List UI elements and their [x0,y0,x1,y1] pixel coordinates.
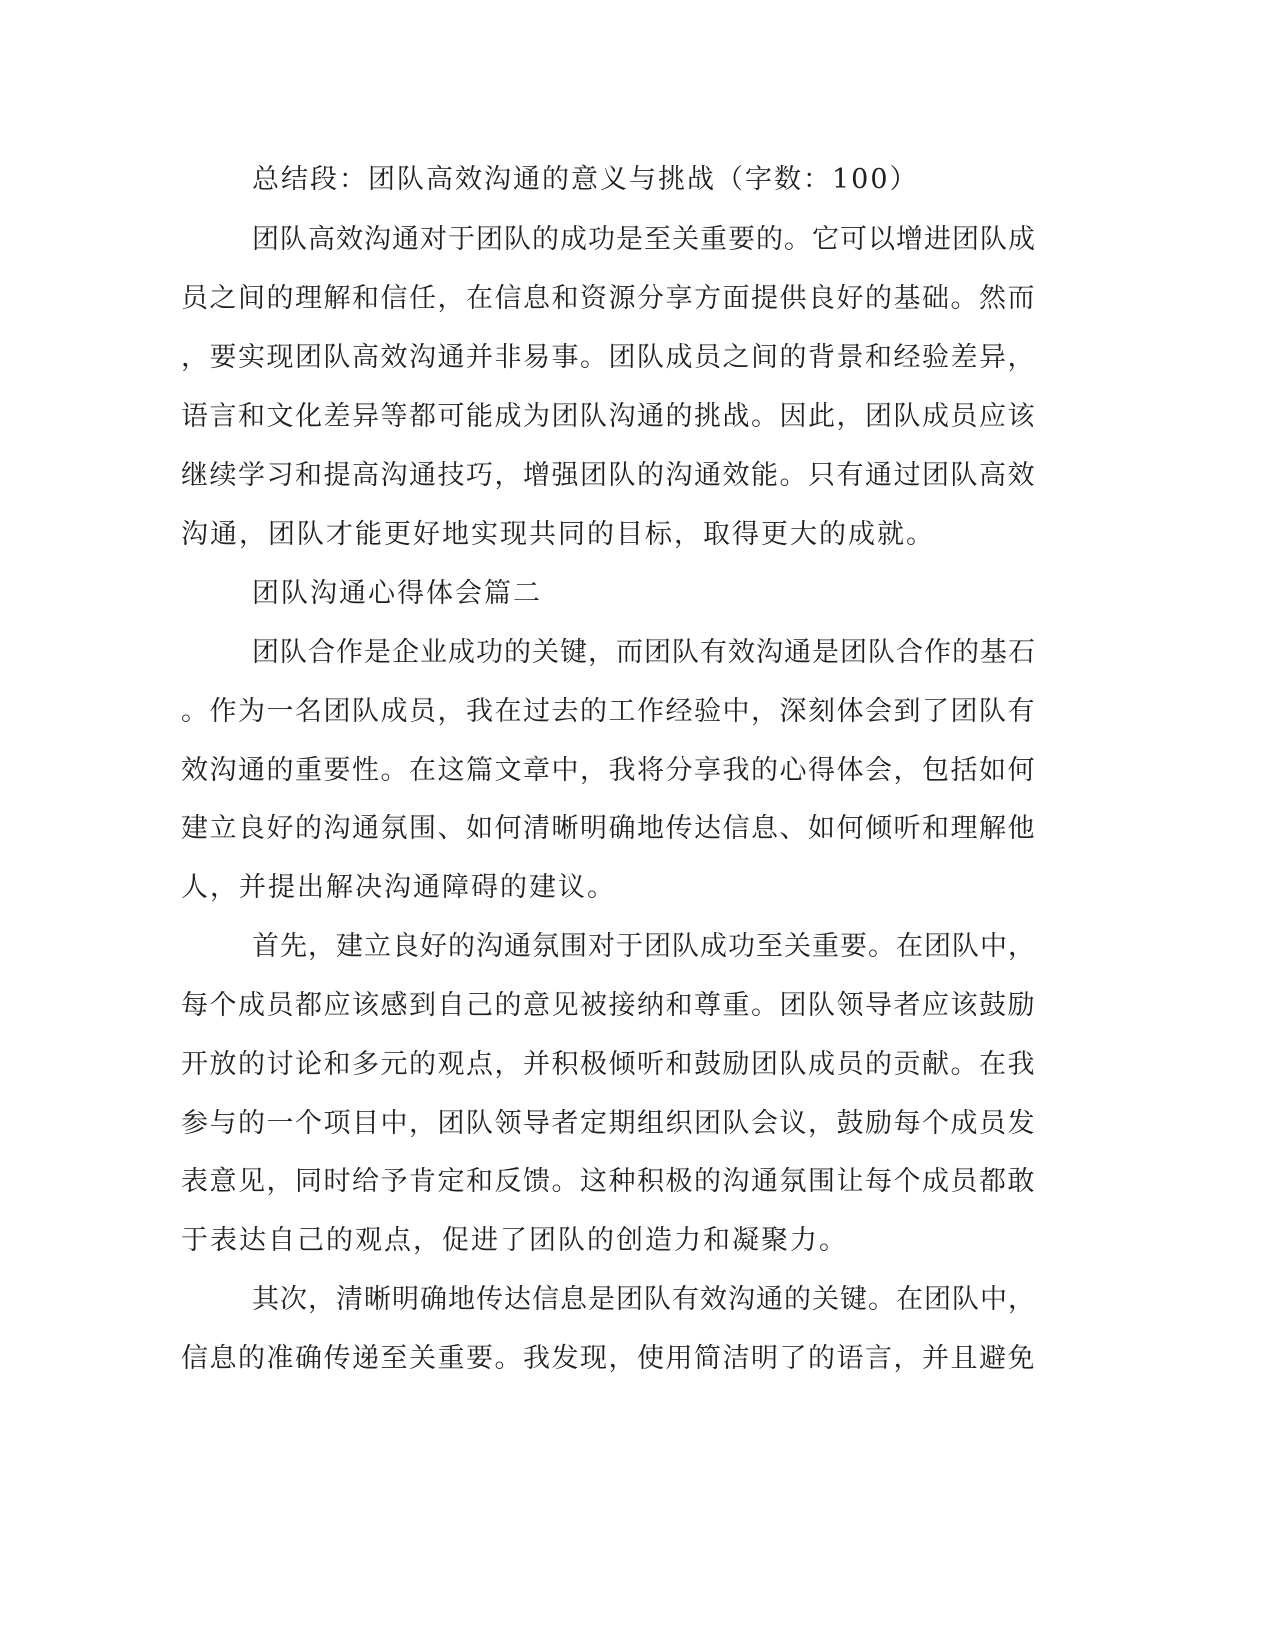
paragraph-line: 表意见，同时给予肯定和反馈。这种积极的沟通氛围让每个成员都敢 [181,1166,1036,1197]
paragraph-line: 效沟通的重要性。在这篇文章中，我将分享我的心得体会，包括如何 [181,755,1036,786]
paragraph-line: 于表达自己的观点，促进了团队的创造力和凝聚力。 [181,1225,848,1256]
paragraph-line: 信息的准确传递至关重要。我发现，使用简洁明了的语言，并且避免 [181,1343,1036,1374]
paragraph-line: ，要实现团队高效沟通并非易事。团队成员之间的背景和经验差异， [181,342,1036,373]
paragraph-line: 首先，建立良好的沟通氛围对于团队成功至关重要。在团队中， [252,931,1036,962]
paragraph-line: 继续学习和提高沟通技巧，增强团队的沟通效能。只有通过团队高效 [181,460,1036,491]
paragraph-line: 语言和文化差异等都可能成为团队沟通的挑战。因此，团队成员应该 [181,401,1036,432]
paragraph-line: 参与的一个项目中，团队领导者定期组织团队会议，鼓励每个成员发 [181,1108,1036,1139]
section-heading-part-two: 团队沟通心得体会篇二 [252,578,542,609]
paragraph-line: 员之间的理解和信任，在信息和资源分享方面提供良好的基础。然而 [181,283,1036,314]
paragraph-line: 。作为一名团队成员，我在过去的工作经验中，深刻体会到了团队有 [181,696,1036,727]
paragraph-line: 团队合作是企业成功的关键，而团队有效沟通是团队合作的基石 [252,637,1036,668]
paragraph-line: 开放的讨论和多元的观点，并积极倾听和鼓励团队成员的贡献。在我 [181,1049,1036,1080]
paragraph-line: 每个成员都应该感到自己的意见被接纳和尊重。团队领导者应该鼓励 [181,990,1036,1021]
paragraph-line: 沟通，团队才能更好地实现共同的目标，取得更大的成就。 [181,519,935,550]
paragraph-line: 建立良好的沟通氛围、如何清晰明确地传达信息、如何倾听和理解他 [181,813,1036,844]
paragraph-line: 人，并提出解决沟通障碍的建议。 [181,872,616,903]
section-heading-summary: 总结段：团队高效沟通的意义与挑战（字数：100） [252,164,919,195]
paragraph-line: 其次，清晰明确地传达信息是团队有效沟通的关键。在团队中， [252,1284,1036,1315]
paragraph-line: 团队高效沟通对于团队的成功是至关重要的。它可以增进团队成 [252,224,1036,255]
